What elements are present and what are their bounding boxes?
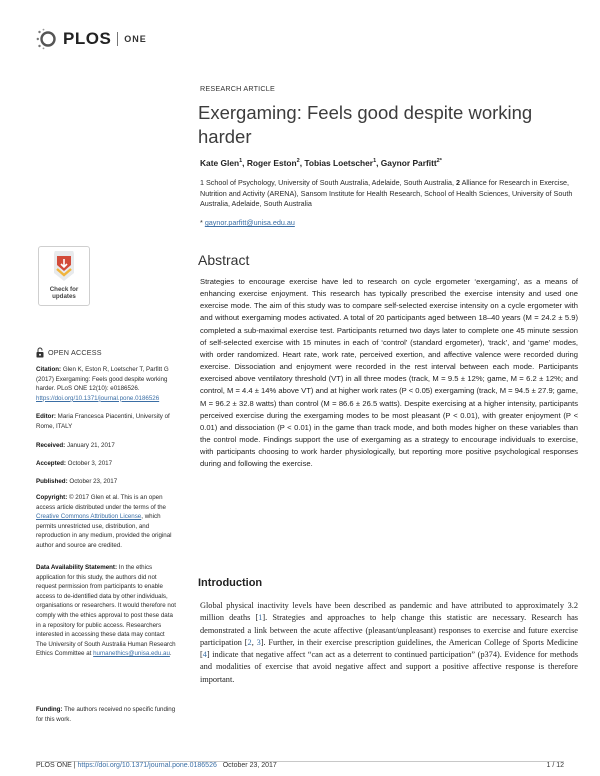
corresponding-marker: * <box>200 218 203 227</box>
check-badge-label: Check for updates <box>49 286 79 300</box>
page-number: 1 / 12 <box>546 762 564 769</box>
editor-text: Maria Francesca Piacentini, University of Rome, ITALY <box>36 413 170 430</box>
data-availability-label: Data Availability Statement: <box>36 564 118 571</box>
check-for-updates-badge[interactable] <box>38 246 90 306</box>
copyright-block <box>36 493 176 551</box>
funding-block <box>36 705 176 724</box>
affiliation-text: School of Psychology, University of South Australia, Adelaide, South Australia, <box>206 178 454 187</box>
editor-block <box>36 412 176 431</box>
received-block <box>36 441 176 451</box>
author-affiliation-mark: 2 <box>296 158 300 165</box>
editor-label: Editor: <box>36 413 56 420</box>
intro-text-segment: , <box>251 637 257 647</box>
footer-date: October 23, 2017 <box>222 762 277 769</box>
introduction-text <box>200 600 578 686</box>
reference-link[interactable]: 2 <box>247 637 252 647</box>
funding-label: Funding: <box>36 706 63 713</box>
abstract-text: Strategies to encourage exercise have led to research on cycle ergometer ‘exergaming’, as a means of enhancing exercise enjoyment. This research has typically prescribed the exercise intensity and used one exercise mode. The aim of this study was to compare self-selected exercise intensity on a cycle ergometer with and without exergaming modes activated. A total of 20 participants aged between 18–40 years (M = 24.2 ± 5.9) completed a sub-maximal exercise test. Participants returned two days later to complete one 45 minute session of self-selected exercise with 15 minutes in each of ‘control’ (standard ergometer), ‘track’, and ‘game’ modes, with order randomized. Heart rate, work rate, perceived exertion, and affective valence were recorded during exercise. Dissociation and enjoyment were recorded in the rest interval between each mode. Participants exercised above ventilatory threshold (VT) in all three modes (track, M = 9.5 ± 12%; game, M = 6.2 ± 12%; and control, M = 4.4 ± 14% above VT) and at higher work rates (P < 0.05) exergaming (track, M = 94.5 ± 27.9; game, M = 96.2 ± 32.8 watts) than control (M = 86.6 ± 26.5 watts). Despite exercising at a higher intensity, participants perceived exercise during the exergaming modes to be most pleasant (P < 0.01), with greater enjoyment (P < 0.01) and dissociation (P < 0.01) in the game than track mode, and both modes higher on these variables than the control mode. Findings support the use of exergaming as a strategy to encourage individuals to exercise, with participants choosing to work harder physiologically, but reporting more positive psychological responses during and following the exercise. <box>200 277 578 469</box>
introduction-heading: Introduction <box>198 577 263 589</box>
open-access-text: OPEN ACCESS <box>48 348 102 357</box>
citation-text: Glen K, Eston R, Loetscher T, Parfitt G (2017) Exergaming: Feels good despite working harder. PLoS ONE 12(10): e0186526. <box>36 366 169 393</box>
accepted-block <box>36 459 176 469</box>
published-block <box>36 477 176 487</box>
copyright-label: Copyright: <box>36 494 68 501</box>
footer-separator: | <box>73 762 76 769</box>
article-type: RESEARCH ARTICLE <box>200 84 275 93</box>
author-list: Kate Glen$^1$, Roger Eston$^2$, Tobias Loetscher$^1$, Gaynor Parfitt$^{2*}$ <box>200 158 442 168</box>
reference-link[interactable]: 4 <box>202 650 207 660</box>
author-name[interactable]: Kate Glen <box>200 158 240 168</box>
author-affiliation-mark: 1 <box>239 158 243 165</box>
affiliation-number: 2 <box>455 178 460 187</box>
check-for-updates-icon <box>51 251 77 285</box>
logo-journal: ONE <box>124 34 147 44</box>
affiliations <box>200 178 574 210</box>
citation-doi-link[interactable]: https://doi.org/10.1371/journal.pone.0186526 <box>36 394 160 402</box>
logo-text: PLOS <box>63 29 112 48</box>
intro-text-segment: ] indicate that negative affect “can act as a deterrent to continued participation” (p374). Evidence for methods and modalities of exercise that avoid negative affect and support a positive affective response is therefore important. <box>200 650 578 684</box>
data-availability-block <box>36 563 176 659</box>
received-date: January 21, 2017 <box>66 442 115 449</box>
corresponding-email <box>200 218 295 227</box>
intro-text-segment: ]. Further, in their exercise prescription guidelines, the American College of Sports Medicine [ <box>200 637 578 660</box>
open-lock-icon <box>36 347 44 358</box>
reference-link[interactable]: 1 <box>258 613 263 623</box>
author-name[interactable]: Gaynor Parfitt <box>380 158 437 168</box>
accepted-date: October 3, 2017 <box>67 460 113 467</box>
email-link[interactable]: gaynor.parfitt@unisa.edu.au <box>204 218 295 227</box>
copyright-text: , which permits unrestricted use, distribution, and reproduction in any medium, provided the original author and source are credited. <box>36 513 172 549</box>
author-affiliation-mark: 1 <box>373 158 377 165</box>
abstract-heading: Abstract <box>198 252 250 268</box>
received-label: Received: <box>36 442 66 449</box>
footer-doi-link[interactable]: https://doi.org/10.1371/journal.pone.0186526 <box>77 762 217 769</box>
citation-label: Citation: <box>36 366 62 373</box>
intro-text-segment: ]. Strategies and approaches to help change this statistic are necessary. Research has demonstrated a link between the acute affective (pleasant/unpleasant) responses to exercise and future exercise participation [ <box>200 613 578 647</box>
license-link[interactable]: Creative Commons Attribution License <box>36 513 142 521</box>
accepted-label: Accepted: <box>36 460 66 467</box>
journal-logo[interactable] <box>36 28 147 50</box>
reference-link[interactable]: 3 <box>256 637 261 647</box>
logo-separator <box>117 32 118 46</box>
plos-logo-icon <box>36 28 60 50</box>
article-title: Exergaming: Feels good despite working harder <box>198 102 533 147</box>
ethics-email-link[interactable]: humanethics@unisa.edu.au <box>93 650 170 658</box>
published-date: October 23, 2017 <box>69 478 118 485</box>
data-availability-text: In the ethics application for this study, the authors did not request permission from participants to enable access to de-identified data by other individuals, organisations or researchers. It would therefore not comply with the ethics approval to post these data in a repository for public access. Researchers interested in accessing these data may contact The University of South Australia Human Research Ethics Committee at <box>36 564 176 658</box>
affiliation-text: Alliance for Research in Exercise, Nutrition and Activity (ARENA), Sansom Institute for Health Research, School of Health Sciences, University of South Australia, Adelaide, South Australia <box>200 178 573 208</box>
citation-block <box>36 365 176 403</box>
footer-journal: PLOS ONE <box>36 762 72 769</box>
intro-text-segment: Global physical inactivity levels have been described as pandemic and have attributed to approximately 3.2 million deaths [ <box>200 601 578 623</box>
data-availability-text: . <box>169 650 172 658</box>
funding-text: The authors received no specific funding for this work. <box>36 706 176 723</box>
page-footer <box>36 762 564 769</box>
affiliation-number: 1 <box>200 178 204 187</box>
author-affiliation-mark: 2* <box>436 158 442 165</box>
published-label: Published: <box>36 478 68 485</box>
author-name[interactable]: Tobias Loetscher <box>304 158 374 168</box>
open-access-label <box>36 347 102 358</box>
author-name[interactable]: Roger Eston <box>246 158 297 168</box>
copyright-text: © 2017 Glen et al. This is an open access article distributed under the terms of the <box>36 494 167 511</box>
